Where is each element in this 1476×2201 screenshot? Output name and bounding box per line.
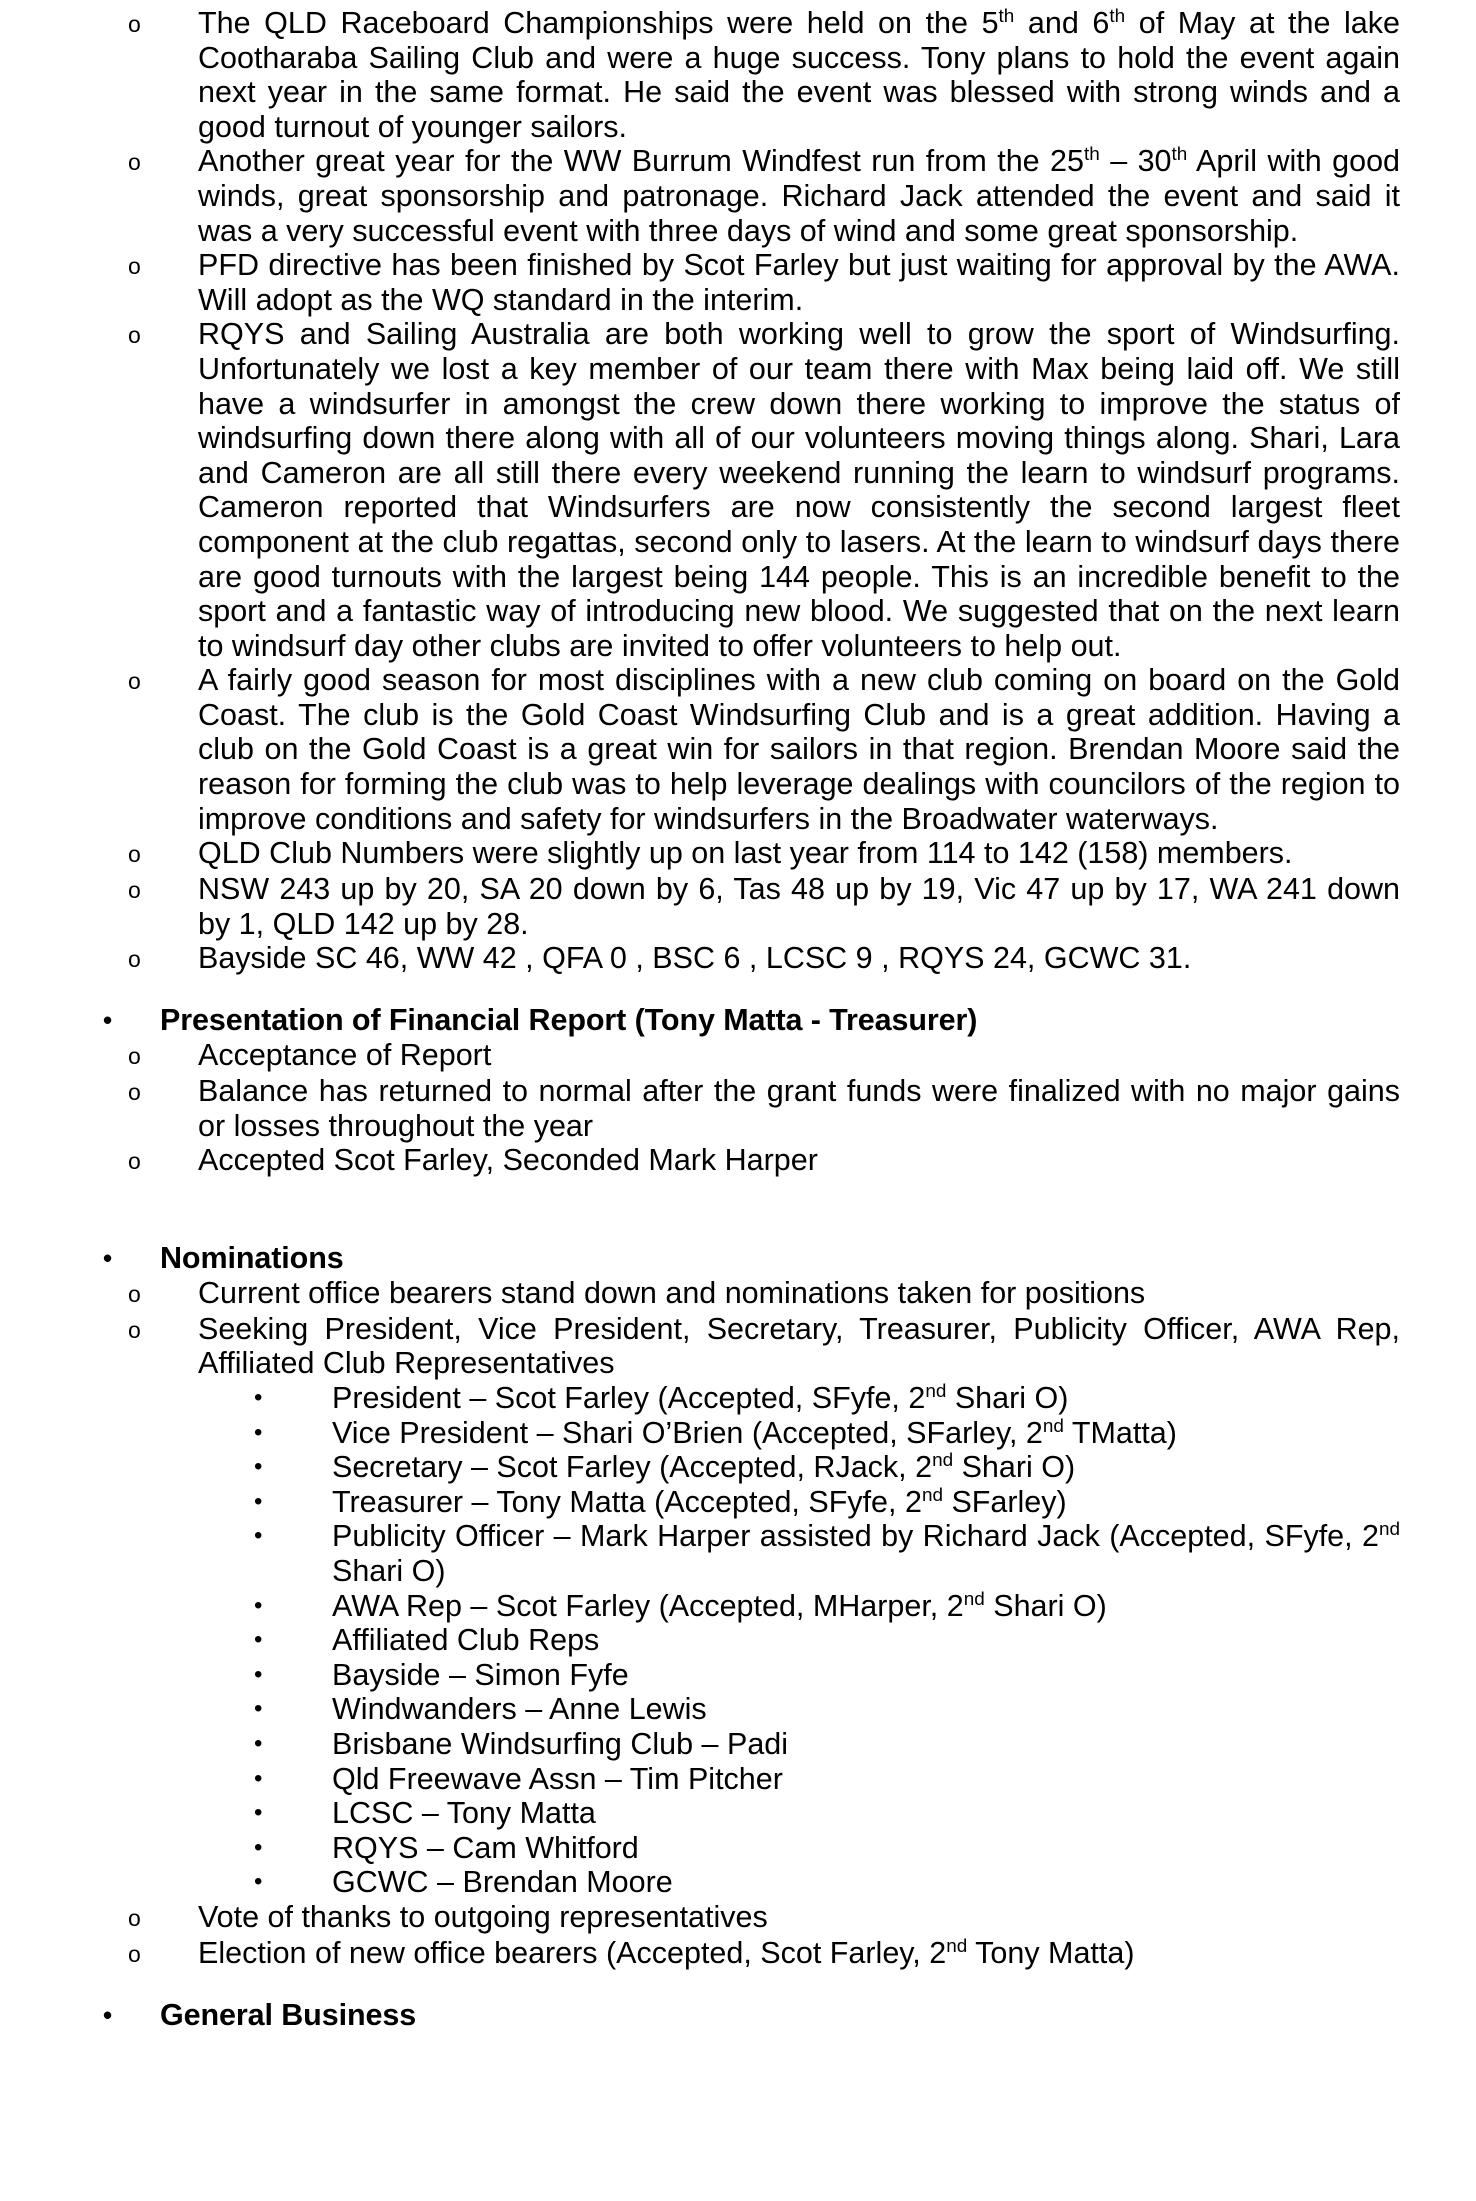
paragraph-rep-qld-freewave-assn: Qld Freewave Assn – Tim Pitcher xyxy=(332,1761,783,1796)
hollow-bullet-icon: o xyxy=(128,1079,141,1106)
solid-bullet-icon: • xyxy=(254,1729,263,1757)
solid-bullet-icon: • xyxy=(254,1764,263,1792)
list-item xyxy=(76,317,1400,663)
ordinal-suffix: th xyxy=(1171,144,1188,166)
paragraph-rep-windwanders: Windwanders – Anne Lewis xyxy=(332,1692,707,1727)
list-item xyxy=(76,663,1400,836)
hollow-bullet-icon: o xyxy=(128,877,141,904)
ordinal-suffix: nd xyxy=(1378,1519,1400,1541)
hollow-bullet-icon: o xyxy=(128,11,141,37)
list-item xyxy=(76,248,1400,317)
paragraph-rep-bayside: Bayside – Simon Fyfe xyxy=(332,1657,629,1692)
hollow-bullet-icon: o xyxy=(128,149,141,176)
paragraph-financial-report-heading: Presentation of Financial Report (Tony Matta - Treasurer) xyxy=(160,1003,978,1038)
solid-bullet-icon: • xyxy=(254,1660,263,1688)
list-item xyxy=(76,1936,1400,1972)
solid-bullet-icon: • xyxy=(254,1591,263,1619)
list-item xyxy=(76,1623,1400,1658)
hollow-bullet-icon: o xyxy=(128,1940,141,1967)
ordinal-suffix: th xyxy=(1109,5,1126,27)
solid-bullet-icon: • xyxy=(103,1005,113,1036)
list-item xyxy=(76,1038,1400,1074)
list-item xyxy=(76,1416,1400,1451)
hollow-bullet-icon: o xyxy=(128,253,141,280)
list-item xyxy=(76,1658,1400,1693)
list-item xyxy=(76,1241,1400,1276)
list-item xyxy=(76,836,1400,872)
vertical-spacer xyxy=(76,1972,1400,1998)
paragraph-affiliated-club-reps-label: Affiliated Club Reps xyxy=(332,1623,600,1658)
solid-bullet-icon: • xyxy=(254,1418,263,1446)
minutes-body xyxy=(76,6,1400,2033)
paragraph-nominee-awa-rep: AWA Rep – Scot Farley (Accepted, MHarper, 2nd Shari O) xyxy=(332,1588,1107,1623)
solid-bullet-icon: • xyxy=(254,1799,263,1827)
list-item xyxy=(76,1900,1400,1936)
list-item xyxy=(76,1074,1400,1143)
list-item xyxy=(76,1865,1400,1900)
solid-bullet-icon: • xyxy=(254,1384,263,1411)
paragraph-qld-club-numbers: QLD Club Numbers were slightly up on last year from 114 to 142 (158) members. xyxy=(198,836,1293,871)
list-item xyxy=(76,1519,1400,1588)
list-item xyxy=(76,1450,1400,1485)
ordinal-suffix: nd xyxy=(932,1450,954,1472)
paragraph-nominee-publicity-officer: Publicity Officer – Mark Harper assisted by Richard Jack (Accepted, SFyfe, 2nd Shari O) xyxy=(332,1519,1400,1588)
list-item xyxy=(76,1381,1400,1416)
solid-bullet-icon: • xyxy=(254,1833,263,1861)
solid-bullet-icon: • xyxy=(103,1243,113,1274)
hollow-bullet-icon: o xyxy=(128,841,141,868)
paragraph-rep-lcsc: LCSC – Tony Matta xyxy=(332,1796,596,1831)
paragraph-nominee-secretary: Secretary – Scot Farley (Accepted, RJack, 2nd Shari O) xyxy=(332,1450,1076,1485)
paragraph-club-membership-breakdown: Bayside SC 46, WW 42 , QFA 0 , BSC 6 , LCSC 9 , RQYS 24, GCWC 31. xyxy=(198,941,1192,976)
paragraph-qld-raceboard: The QLD Raceboard Championships were held on the 5th and 6th of May at the lake Cootharaba Sailing Club and were a huge success. Tony plans to hold the event again next year in the same format. He said the event was blessed with strong winds and a good turnout of younger sailors. xyxy=(198,5,1400,144)
list-item xyxy=(76,1589,1400,1624)
list-item xyxy=(76,1485,1400,1520)
vertical-spacer xyxy=(76,1179,1400,1241)
paragraph-pfd-directive: PFD directive has been finished by Scot Farley but just waiting for approval by the AWA. Will adopt as the WQ standard in the interim. xyxy=(198,248,1400,317)
hollow-bullet-icon: o xyxy=(128,1316,141,1343)
vertical-spacer xyxy=(76,977,1400,1003)
hollow-bullet-icon: o xyxy=(128,1280,141,1307)
list-item xyxy=(76,941,1400,977)
hollow-bullet-icon: o xyxy=(128,1043,141,1070)
paragraph-state-membership-numbers: NSW 243 up by 20, SA 20 down by 6, Tas 48 up by 19, Vic 47 up by 17, WA 241 down by 1, QLD 142 up by 28. xyxy=(198,872,1400,941)
list-item xyxy=(76,872,1400,941)
hollow-bullet-icon: o xyxy=(128,322,141,349)
list-item xyxy=(76,1796,1400,1831)
ordinal-suffix: th xyxy=(1083,144,1100,166)
paragraph-nominations-heading: Nominations xyxy=(160,1241,344,1276)
paragraph-balance-returned-to-normal: Balance has returned to normal after the grant funds were finalized with no major gains or losses throughout the year xyxy=(198,1074,1400,1143)
paragraph-rep-brisbane-windsurfing-club: Brisbane Windsurfing Club – Padi xyxy=(332,1726,789,1761)
ordinal-suffix: nd xyxy=(925,1380,947,1402)
paragraph-general-business-heading: General Business xyxy=(160,1997,417,2032)
solid-bullet-icon: • xyxy=(254,1453,263,1481)
list-item xyxy=(76,1831,1400,1866)
hollow-bullet-icon: o xyxy=(128,668,141,695)
paragraph-accepted-seconded-financial: Accepted Scot Farley, Seconded Mark Harper xyxy=(198,1143,818,1178)
solid-bullet-icon: • xyxy=(254,1626,263,1654)
paragraph-acceptance-of-report: Acceptance of Report xyxy=(198,1038,492,1073)
solid-bullet-icon: • xyxy=(254,1522,263,1550)
list-item xyxy=(76,1312,1400,1381)
list-item xyxy=(76,1003,1400,1038)
solid-bullet-icon: • xyxy=(254,1487,263,1515)
paragraph-nominee-president: President – Scot Farley (Accepted, SFyfe, 2nd Shari O) xyxy=(332,1380,1069,1415)
list-item xyxy=(76,1998,1400,2033)
paragraph-rqys-sailing-australia: RQYS and Sailing Australia are both working well to grow the sport of Windsurfing. Unfortunately we lost a key member of our team there with Max being laid off. We still have a windsurfer in amongst the crew down there working to improve the status of windsurfing down there along with all of our volunteers moving things along. Shari, Lara and Cameron are all still there every weekend running the learn to windsurf programs. Cameron reported that Windsurfers are now consistently the second largest fleet component at the club regattas, second only to lasers. At the learn to windsurf days there are good turnouts with the largest being 144 people. This is an incredible benefit to the sport and a fantastic way of introducing new blood. We suggested that on the next learn to windsurf day other clubs are invited to offer volunteers to help out. xyxy=(198,317,1400,663)
paragraph-seeking-positions: Seeking President, Vice President, Secretary, Treasurer, Publicity Officer, AWA Rep, Affiliated Club Representatives xyxy=(198,1311,1400,1381)
solid-bullet-icon: • xyxy=(103,1999,113,2030)
list-item xyxy=(76,1692,1400,1727)
paragraph-rep-gcwc: GCWC – Brendan Moore xyxy=(332,1865,673,1900)
list-item xyxy=(76,144,1400,248)
paragraph-current-office-bearers-stand-down: Current office bearers stand down and nominations taken for positions xyxy=(198,1275,1146,1310)
paragraph-vote-of-thanks: Vote of thanks to outgoing representatives xyxy=(198,1899,768,1934)
paragraph-rep-rqys: RQYS – Cam Whitford xyxy=(332,1830,639,1865)
paragraph-nominee-treasurer: Treasurer – Tony Matta (Accepted, SFyfe, 2nd SFarley) xyxy=(332,1484,1067,1519)
ordinal-suffix: nd xyxy=(921,1484,943,1506)
list-item xyxy=(76,1762,1400,1797)
ordinal-suffix: nd xyxy=(1042,1415,1064,1437)
paragraph-gold-coast-club: A fairly good season for most disciplines with a new club coming on board on the Gold Coast. The club is the Gold Coast Windsurfing Club and is a great addition. Having a club on the Gold Coast is a great win for sailors in that region. Brendan Moore said the reason for forming the club was to help leverage dealings with councilors of the region to improve conditions and safety for windsurfers in the Broadwater waterways. xyxy=(198,663,1400,836)
list-item xyxy=(76,6,1400,144)
paragraph-nominee-vice-president: Vice President – Shari O’Brien (Accepted, SFarley, 2nd TMatta) xyxy=(332,1415,1177,1450)
ordinal-suffix: nd xyxy=(946,1935,968,1957)
list-item xyxy=(76,1276,1400,1312)
solid-bullet-icon: • xyxy=(254,1695,263,1723)
hollow-bullet-icon: o xyxy=(128,946,141,973)
list-item xyxy=(76,1143,1400,1179)
list-item xyxy=(76,1727,1400,1762)
ordinal-suffix: nd xyxy=(963,1588,985,1610)
paragraph-ww-burrum-windfest: Another great year for the WW Burrum Windfest run from the 25th – 30th April with good winds, great sponsorship and patronage. Richard Jack attended the event and said it was a very successful event with three days of wind and some great sponsorship. xyxy=(198,144,1400,248)
ordinal-suffix: th xyxy=(998,5,1015,27)
paragraph-election-of-new-office-bearers: Election of new office bearers (Accepted, Scot Farley, 2nd Tony Matta) xyxy=(198,1935,1135,1970)
hollow-bullet-icon: o xyxy=(128,1904,141,1931)
solid-bullet-icon: • xyxy=(254,1868,263,1896)
hollow-bullet-icon: o xyxy=(128,1148,141,1175)
